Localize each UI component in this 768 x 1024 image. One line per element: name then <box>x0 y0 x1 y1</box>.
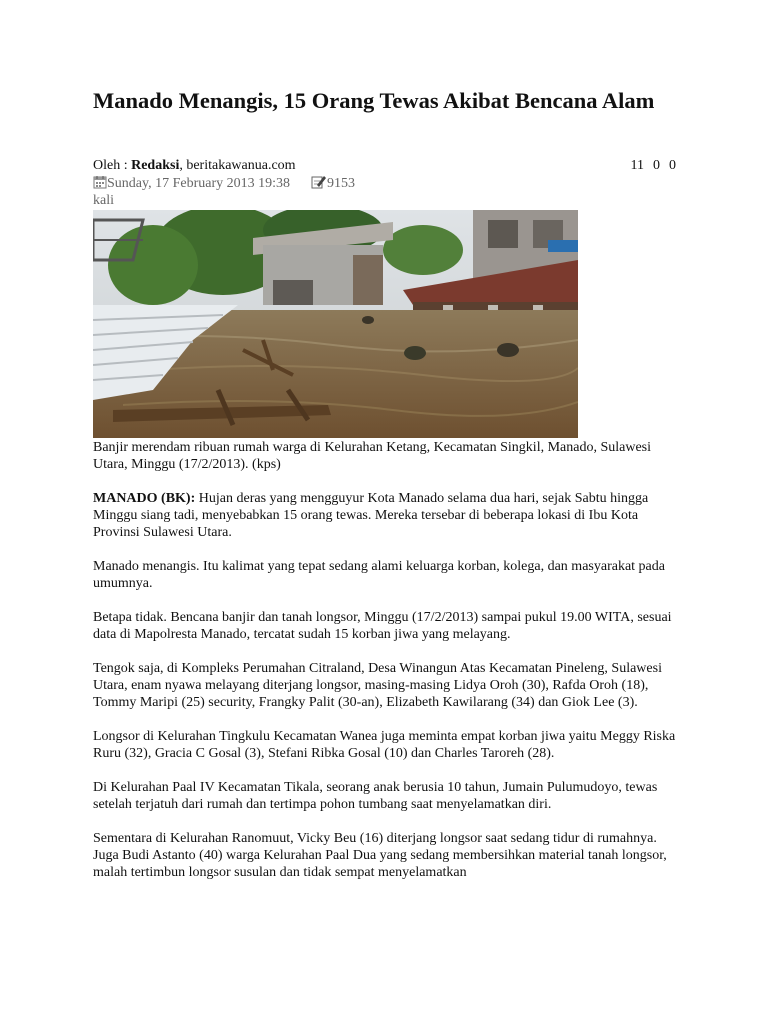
source-name: , beritakawanua.com <box>179 158 296 173</box>
edit-icon <box>311 174 327 189</box>
date-line <box>93 174 685 192</box>
paragraph-1-text: Hujan deras yang mengguyur Kota Manado selama dua hari, sejak Sabtu hingga Minggu siang tadi, menyebabkan 15 orang tewas. Mereka tersebar di beberapa lokasi di Ibu Kota Provinsi Sulawesi Utara. <box>93 491 649 540</box>
author-name[interactable]: Redaksi <box>131 158 180 173</box>
byline-prefix: Oleh : <box>93 158 132 173</box>
paragraph-1 <box>93 490 678 541</box>
article-body <box>93 439 678 898</box>
share-count-2[interactable]: 0 <box>653 158 660 173</box>
paragraph-6: Di Kelurahan Paal IV Kecamatan Tikala, seorang anak berusia 10 tahun, Jumain Pulumudoyo, tewas setelah terjatuh dari rumah dan tertimpa pohon tumbang saat menyelamatkan diri. <box>93 780 658 812</box>
paragraph-2: Manado menangis. Itu kalimat yang tepat sedang alami keluarga korban, kolega, dan masyarakat pada umumnya. <box>93 559 665 591</box>
byline <box>93 157 685 174</box>
paragraph-7: Sementara di Kelurahan Ranomuut, Vicky Beu (16) diterjang longsor saat sedang tidur di rumahnya. Juga Budi Astanto (40) warga Kelurahan Paal Dua yang sedang membersihkan material tanah longsor, malah tertimbun longsor susulan dan tidak sempat menyelamatkan <box>93 831 667 880</box>
paragraph-4: Tengok saja, di Kompleks Perumahan Citraland, Desa Winangun Atas Kecamatan Pineleng, Sulawesi Utara, enam nyawa melayang diterjang longsor, masing-masing Lidya Oroh (30), Rafda Oroh (18), Tommy Maripi (25) security, Frangky Palit (30-an), Elizabeth Kawilarang (34) dan Giok Lee (3). <box>93 661 662 710</box>
paragraph-5: Longsor di Kelurahan Tingkulu Kecamatan Wanea juga meminta empat korban jiwa yaitu Meggy Riska Ruru (32), Gracia C Gosal (3), Stefani Ribka Gosal (10) dan Charles Taroreh (28). <box>93 729 676 761</box>
article-meta <box>93 157 685 209</box>
paragraph-3: Betapa tidak. Bencana banjir dan tanah longsor, Minggu (17/2/2013) sampai pukul 19.00 WITA, sesuai data di Mapolresta Manado, tercatat sudah 15 korban jiwa yang melayang. <box>93 610 672 642</box>
share-count-1[interactable]: 11 <box>630 158 644 173</box>
view-count: 9153 <box>327 176 356 191</box>
flood-photo <box>93 210 578 438</box>
view-unit: kali <box>93 193 114 208</box>
dateline: MANADO (BK): <box>93 491 196 506</box>
view-unit-line <box>93 192 685 209</box>
photo-caption: Banjir merendam ribuan rumah warga di Kelurahan Ketang, Kecamatan Singkil, Manado, Sulawesi Utara, Minggu (17/2/2013). (kps) <box>93 440 652 472</box>
publish-date: Sunday, 17 February 2013 19:38 <box>107 176 291 191</box>
article-title: Manado Menangis, 15 Orang Tewas Akibat Bencana Alam <box>93 88 655 113</box>
share-count-3[interactable]: 0 <box>669 158 676 173</box>
share-counts <box>622 157 676 174</box>
calendar-icon <box>93 175 107 189</box>
